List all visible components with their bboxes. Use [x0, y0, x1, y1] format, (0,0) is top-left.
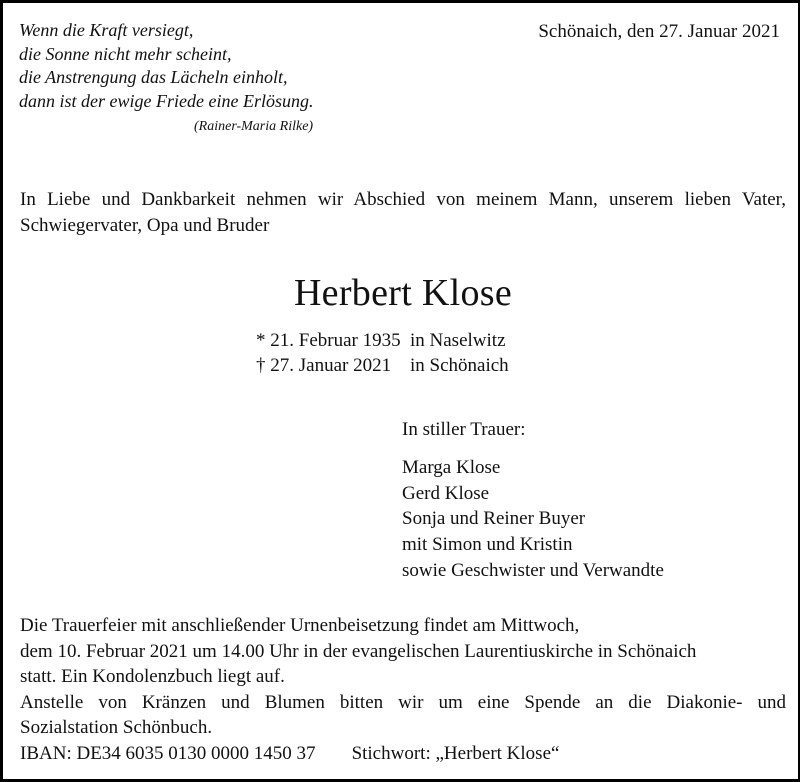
mourner: Gerd Klose [402, 482, 490, 504]
iban: IBAN: DE34 6035 0130 0000 1450 37 [20, 742, 316, 764]
mourners-list [402, 455, 664, 584]
intro-text: In Liebe und Dankbarkeit nehmen wir Abschied von meinem Mann, unserem lieben Vater, Schwiegervater, Opa und Bruder [20, 189, 786, 236]
birth-place: in Naselwitz [410, 330, 506, 351]
poem-quote [19, 19, 314, 134]
service-line: Sozialstation Schönbuch. [20, 717, 213, 738]
deceased-name: Herbert Klose [293, 272, 513, 314]
service-line: statt. Ein Kondolenzbuch liegt auf. [20, 666, 285, 687]
mourner: Marga Klose [402, 457, 501, 478]
place-and-date: Schönaich, den 27. Januar 2021 [538, 21, 780, 42]
service-line: dem 10. Februar 2021 um 14.00 Uhr in der evangelischen Laurentiuskirche in Schönaich [20, 640, 697, 662]
death-date: † 27. Januar 2021 [256, 354, 392, 376]
service-line: Anstelle von Kränzen und Blumen bitten wir um eine Spende an die Diakonie- und [20, 691, 786, 713]
service-line: Die Trauerfeier mit anschließender Urnenbeisetzung findet am Mittwoch, [20, 615, 580, 636]
death-place: in Schönaich [410, 354, 509, 376]
birth-date: * 21. Februar 1935 [256, 330, 401, 351]
donation-bank-line [20, 741, 786, 767]
poem-line: die Sonne nicht mehr scheint, [19, 43, 232, 64]
mourner: mit Simon und Kristin [402, 534, 573, 556]
poem-line: dann ist der ewige Friede eine Erlösung. [19, 90, 314, 111]
poem-line: Wenn die Kraft versiegt, [19, 20, 194, 40]
poem-line: die Anstrengung das Lächeln einholt, [19, 67, 288, 87]
mourner: sowie Geschwister und Verwandte [402, 559, 664, 581]
mourning-title: In stiller Trauer: [402, 419, 526, 440]
mourner: Sonja und Reiner Buyer [402, 508, 586, 530]
service-info [20, 613, 786, 766]
poem-author: (Rainer-Maria Rilke) [194, 119, 314, 134]
donation-keyword: Stichwort: „Herbert Klose“ [351, 742, 560, 764]
